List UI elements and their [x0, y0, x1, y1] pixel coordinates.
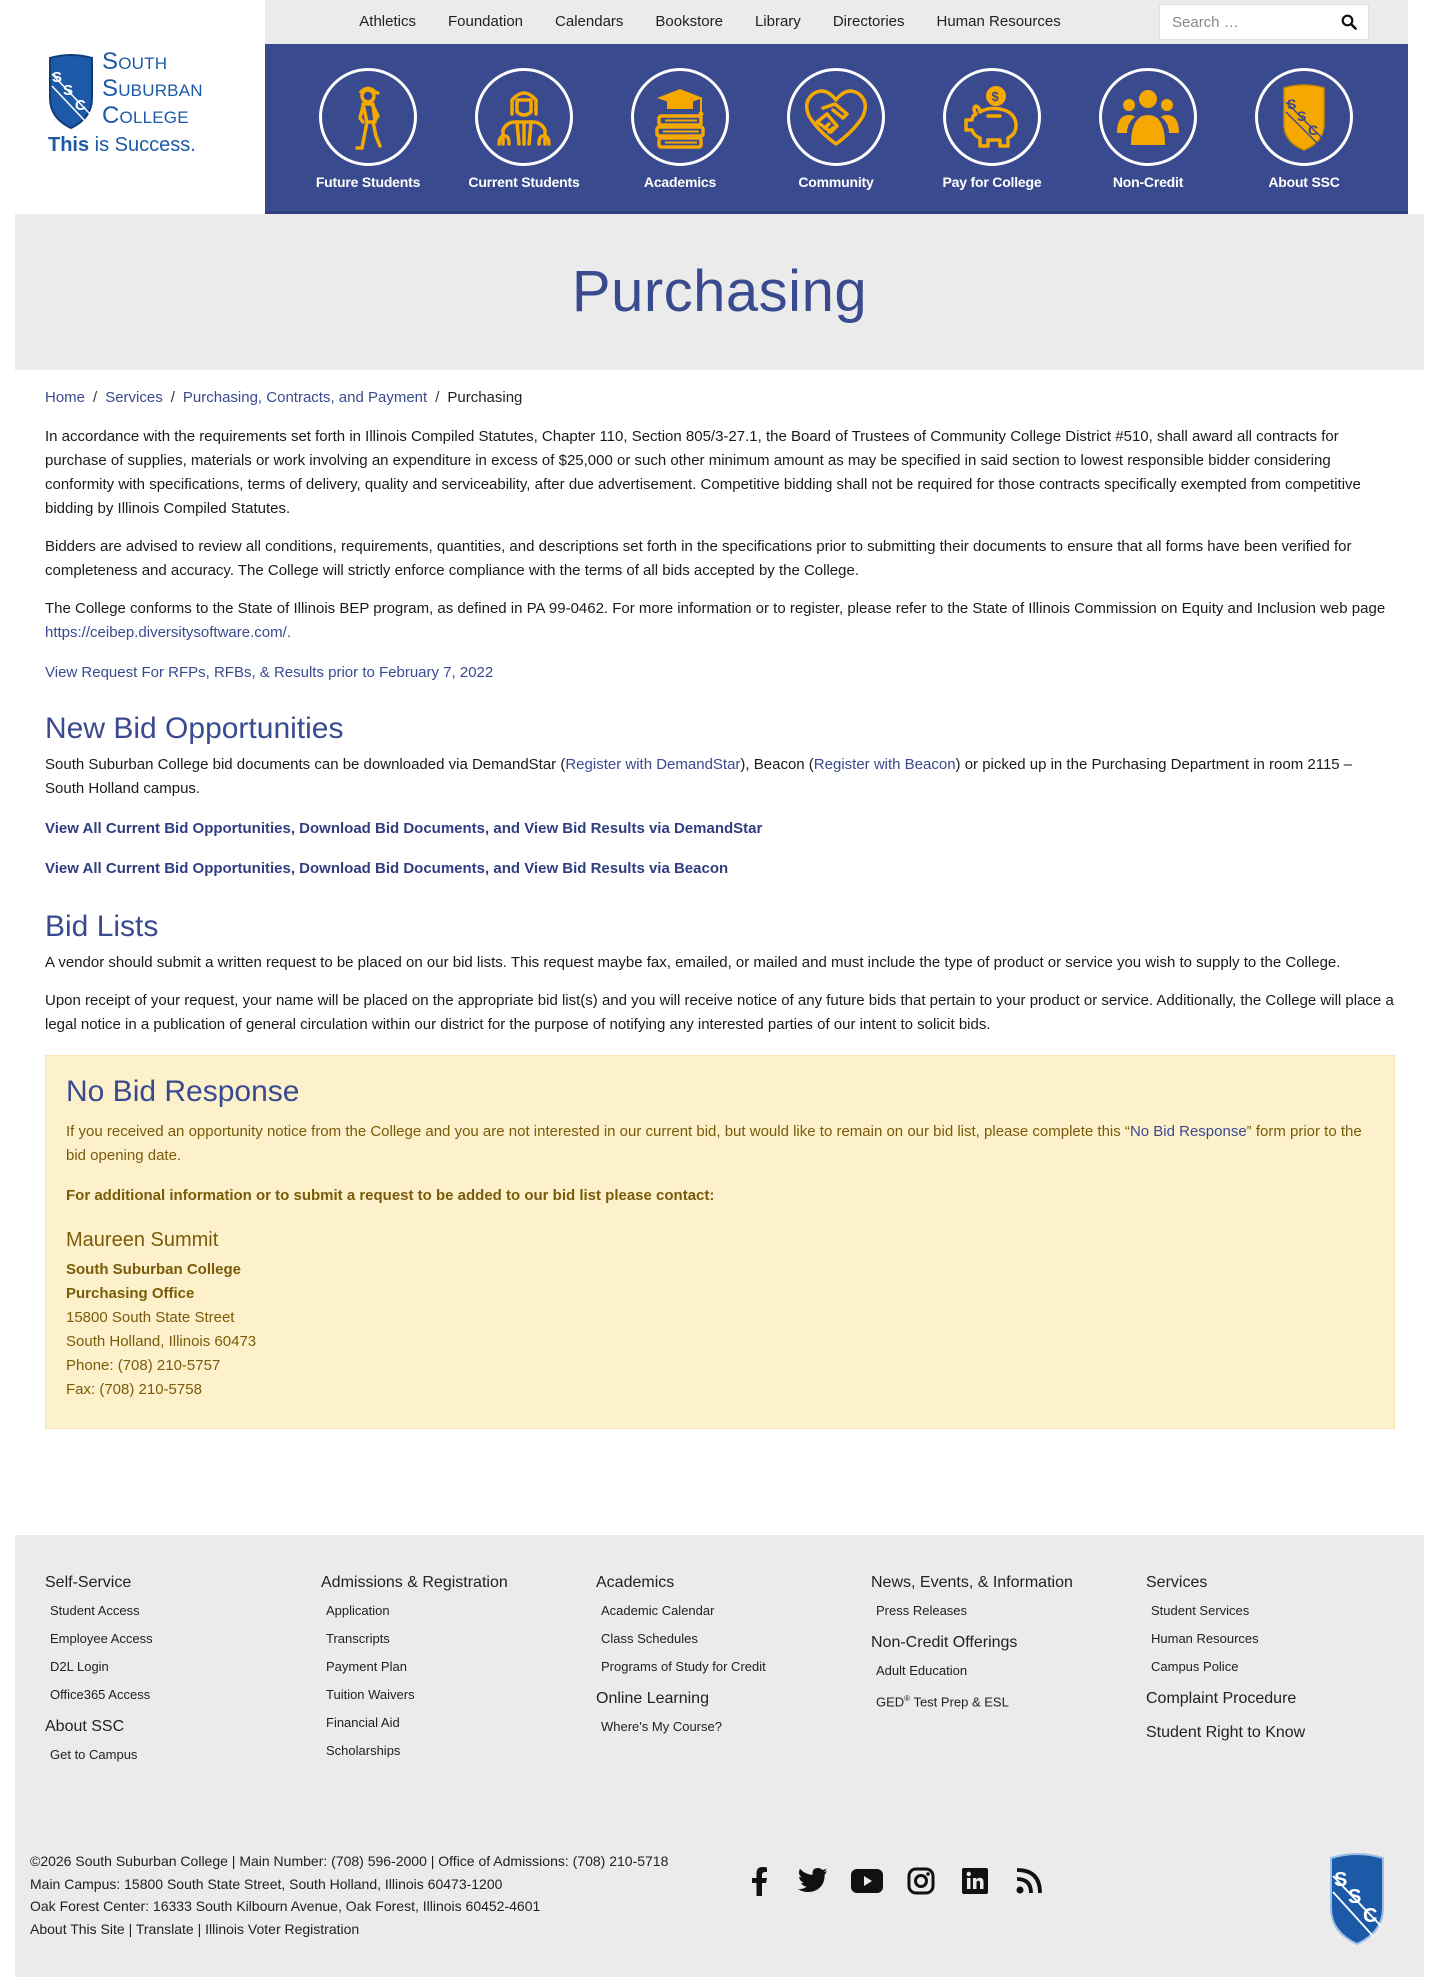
- utility-link-athletics[interactable]: Athletics: [359, 13, 416, 30]
- footer-heading-about-ssc[interactable]: About SSC: [45, 1718, 125, 1735]
- no-bid-text: If you received an opportunity notice from the College and you are not interested in our current bid, but would like to remain on our bid list, please complete this “: [66, 1123, 1130, 1140]
- bep-text: The College conforms to the State of Illinois BEP program, as defined in PA 99-0462. For more information or to register, please refer to the State of Illinois Commission on Equity and Inclusion web page: [45, 600, 1386, 617]
- footer-heading-student-right-to-know[interactable]: Student Right to Know: [1146, 1724, 1306, 1741]
- nav-circle: [631, 68, 729, 166]
- nav-label: Current Students: [468, 174, 580, 190]
- intro-paragraph-bep: [45, 597, 1395, 645]
- search-input[interactable]: [1160, 5, 1328, 39]
- nav-label: Pay for College: [942, 174, 1042, 190]
- nav-label: Future Students: [315, 174, 421, 190]
- logo-line-3: College: [102, 102, 189, 129]
- logo-tagline: [48, 134, 196, 157]
- nav-item-future-students[interactable]: [298, 68, 438, 208]
- bid-lists-paragraph-1: A vendor should submit a written request to be placed on our bid lists. This request maybe fax, emailed, or mailed and must include the type of product or service you wish to supply to the College.: [45, 954, 1341, 971]
- footer-link-student-services[interactable]: Student Services: [1151, 1603, 1250, 1618]
- footer-link-ged-esl[interactable]: [871, 1689, 1141, 1712]
- main-nav-items: [265, 44, 1408, 214]
- college-logo[interactable]: [46, 50, 216, 160]
- page-hero: [15, 214, 1424, 370]
- archive-link-line: [45, 661, 1395, 685]
- contact-fax: Fax: (708) 210-5758: [66, 1381, 202, 1398]
- footer-col-news: [871, 1573, 1141, 1720]
- svg-text:S: S: [1334, 1869, 1348, 1891]
- about-this-site-link[interactable]: About This Site: [30, 1920, 125, 1937]
- voter-registration-link[interactable]: Illinois Voter Registration: [205, 1920, 360, 1937]
- nav-circle: [943, 68, 1041, 166]
- footer-col-self-service: [45, 1573, 315, 1773]
- footer-heading-admissions[interactable]: Admissions & Registration: [321, 1574, 508, 1591]
- utility-link-foundation[interactable]: Foundation: [447, 13, 524, 30]
- utility-link-directories[interactable]: Directories: [832, 13, 905, 30]
- footer-col-admissions: [321, 1573, 591, 1769]
- utility-nav: [265, 0, 1155, 44]
- nav-item-non-credit[interactable]: [1078, 68, 1218, 208]
- contact-street: 15800 South State Street: [66, 1309, 235, 1326]
- footer-link-tuition-waivers[interactable]: Tuition Waivers: [326, 1687, 415, 1702]
- footer-link-class-schedules[interactable]: Class Schedules: [601, 1631, 698, 1646]
- footer-link-transcripts[interactable]: Transcripts: [326, 1631, 390, 1646]
- footer-heading-self-service[interactable]: Self-Service: [45, 1574, 132, 1591]
- utility-bar: [265, 0, 1408, 44]
- utility-link-calendars[interactable]: Calendars: [555, 13, 624, 30]
- student-with-backpack-icon: [493, 84, 555, 150]
- footer-col-academics: [596, 1573, 866, 1745]
- breadcrumb-current: Purchasing: [447, 389, 523, 406]
- footer-link-d2l-login[interactable]: D2L Login: [50, 1659, 109, 1674]
- no-bid-text: ” form prior to the bid opening date.: [66, 1123, 1362, 1164]
- footer-oak-forest: Oak Forest Center: 16333 South Kilbourn Avenue, Oak Forest, Illinois 60452-4601: [30, 1898, 541, 1914]
- beacon-cta-line: [45, 857, 1395, 881]
- intro-paragraph-bidders: Bidders are advised to review all conditions, requirements, quantities, and descriptions set forth in the specifications prior to submitting their documents to ensure that all forms have been verified for completeness and accuracy. The College will strictly enforce compliance with the terms of all bids accepted by the College.: [45, 538, 1352, 579]
- twitter-icon[interactable]: [797, 1865, 829, 1897]
- ged-prefix: GED: [876, 1694, 905, 1710]
- svg-text:C: C: [75, 97, 86, 114]
- svg-text:S: S: [63, 82, 74, 99]
- footer-link-press-releases[interactable]: Press Releases: [876, 1603, 968, 1618]
- footer-heading-complaint-procedure[interactable]: Complaint Procedure: [1146, 1690, 1297, 1707]
- translate-link[interactable]: Translate: [135, 1920, 194, 1937]
- rss-icon[interactable]: [1013, 1865, 1045, 1897]
- instagram-icon[interactable]: [905, 1865, 937, 1897]
- footer-contact-info: [30, 1850, 690, 1940]
- footer-heading-services[interactable]: Services: [1146, 1574, 1208, 1591]
- footer-heading-academics[interactable]: Academics: [596, 1574, 675, 1591]
- svg-text:S: S: [1297, 108, 1307, 124]
- heart-handshake-icon: [803, 86, 869, 148]
- footer-link-employee-access[interactable]: Employee Access: [50, 1631, 153, 1646]
- nav-circle: [475, 68, 573, 166]
- facebook-icon[interactable]: [743, 1865, 775, 1897]
- archive-rfp-link[interactable]: View Request For RFPs, RFBs, & Results prior to February 7, 2022: [45, 664, 494, 681]
- logo-line-2: Suburban: [102, 75, 203, 102]
- social-links: [743, 1865, 1045, 1897]
- breadcrumb-purchasing-contracts[interactable]: Purchasing, Contracts, and Payment: [182, 389, 428, 406]
- people-group-icon: [1115, 87, 1181, 147]
- demandstar-cta-line: [45, 817, 1395, 841]
- graduation-cap-books-icon: [649, 84, 711, 150]
- footer-heading-online-learning[interactable]: Online Learning: [596, 1690, 709, 1707]
- footer-heading-non-credit[interactable]: Non-Credit Offerings: [871, 1634, 1018, 1651]
- ssc-shield-icon: [1280, 82, 1328, 152]
- utility-link-library[interactable]: Library: [754, 13, 801, 30]
- utility-link-bookstore[interactable]: Bookstore: [655, 13, 723, 30]
- breadcrumb-home[interactable]: Home: [45, 389, 86, 406]
- new-bids-text: ) or picked up in the Purchasing Department in room 2115 – South Holland campus.: [45, 756, 1353, 797]
- contact-address: [66, 1258, 1374, 1402]
- ssc-footer-shield-icon: [1327, 1850, 1387, 1946]
- svg-text:C: C: [1308, 122, 1319, 138]
- nav-circle: [1099, 68, 1197, 166]
- ssc-shield-logo-icon: [46, 52, 96, 130]
- nav-item-community[interactable]: [766, 68, 906, 208]
- contact-city: South Holland, Illinois 60473: [66, 1333, 257, 1350]
- youtube-icon[interactable]: [851, 1865, 883, 1897]
- nav-label: Community: [798, 174, 874, 190]
- contact-dept: Purchasing Office: [66, 1285, 195, 1302]
- footer-link-human-resources[interactable]: Human Resources: [1151, 1631, 1259, 1646]
- piggy-bank-icon: [960, 84, 1024, 150]
- footer-link-get-to-campus[interactable]: Get to Campus: [50, 1747, 138, 1762]
- breadcrumb: [45, 385, 1395, 411]
- contact-name: Maureen Summit: [66, 1229, 219, 1251]
- registered-mark: ®: [904, 1694, 911, 1703]
- footer-link-adult-education[interactable]: Adult Education: [876, 1663, 968, 1678]
- nav-circle: [1255, 68, 1353, 166]
- bep-link[interactable]: https://ceibep.diversitysoftware.com/.: [45, 624, 291, 641]
- register-beacon-link[interactable]: Register with Beacon: [813, 756, 956, 773]
- footer-bottom-links: About This Site | Translate | Illinois Voter Registration: [30, 1920, 360, 1937]
- view-bids-demandstar-link[interactable]: View All Current Bid Opportunities, Download Bid Documents, and View Bid Results via DemandStar: [45, 820, 763, 837]
- nav-item-about-ssc[interactable]: [1234, 68, 1374, 208]
- walking-student-icon: [338, 82, 398, 152]
- contact-intro: For additional information or to submit a request to be added to our bid list please contact:: [66, 1187, 715, 1204]
- nav-circle: [319, 68, 417, 166]
- footer-link-academic-calendar[interactable]: Academic Calendar: [601, 1603, 715, 1618]
- logo-wordmark: [102, 50, 203, 131]
- no-bid-response-heading: No Bid Response: [66, 1075, 300, 1108]
- footer-link-student-access[interactable]: Student Access: [50, 1603, 140, 1618]
- breadcrumb-separator: /: [435, 389, 440, 406]
- tagline-rest: is Success.: [89, 134, 196, 156]
- svg-text:C: C: [1363, 1905, 1378, 1927]
- svg-text:S: S: [1348, 1886, 1362, 1908]
- page-title: Purchasing: [571, 259, 868, 324]
- new-bids-text: ), Beacon (: [740, 756, 814, 773]
- contact-phone: Phone: (708) 210-5757: [66, 1357, 221, 1374]
- no-bid-response-callout: [45, 1055, 1395, 1429]
- site-footer: [15, 1535, 1424, 1977]
- bid-lists-heading: Bid Lists: [45, 910, 159, 943]
- search-button[interactable]: [1330, 5, 1368, 39]
- nav-item-pay-for-college[interactable]: [922, 68, 1062, 208]
- search-icon: [1341, 14, 1357, 30]
- footer-link-financial-aid[interactable]: Financial Aid: [326, 1715, 400, 1730]
- nav-item-current-students[interactable]: [454, 68, 594, 208]
- breadcrumb-services[interactable]: Services: [105, 389, 163, 406]
- intro-paragraph-statutes: In accordance with the requirements set forth in Illinois Compiled Statutes, Chapter 110, Section 805/3-27.1, the Board of Trustees of Community College District #510, shall award all contracts for purchase of supplies, materials or work involving an expenditure in excess of $25,000 or such other minimum amount as may be specified in said section to lowest responsible bidder considering conformity with specifications, terms of delivery, quality and serviceability, after due advertisement. Competitive bidding shall not be required for those contracts specifically exempted from competitive bidding by Illinois Compiled Statutes.: [45, 428, 1361, 517]
- footer-link-campus-police[interactable]: Campus Police: [1151, 1659, 1239, 1674]
- breadcrumb-separator: /: [170, 389, 175, 406]
- footer-link-payment-plan[interactable]: Payment Plan: [326, 1659, 407, 1674]
- bid-lists-paragraph-2: Upon receipt of your request, your name will be placed on the appropriate bid list(s) and you will receive notice of any future bids that pertain to your product or service. Additionally, the College will place a legal notice in a publication of general circulation within our district for the purpose of notifying any interested parties of our intent to solicit bids.: [45, 992, 1394, 1033]
- no-bid-paragraph: [66, 1120, 1374, 1168]
- view-bids-beacon-link[interactable]: View All Current Bid Opportunities, Download Bid Documents, and View Bid Results via Beacon: [45, 860, 729, 877]
- svg-text:S: S: [52, 69, 63, 86]
- utility-link-human-resources[interactable]: Human Resources: [936, 13, 1061, 30]
- footer-heading-news[interactable]: News, Events, & Information: [871, 1574, 1073, 1591]
- footer-link-application[interactable]: Application: [326, 1603, 390, 1618]
- nav-circle: [787, 68, 885, 166]
- nav-label: Academics: [643, 174, 717, 190]
- svg-text:$: $: [991, 89, 999, 104]
- tagline-bold: This: [48, 134, 90, 156]
- contact-org: South Suburban College: [66, 1261, 241, 1278]
- nav-label: About SSC: [1268, 174, 1340, 190]
- ged-suffix: Test Prep & ESL: [910, 1694, 1009, 1710]
- footer-col-services: [1146, 1573, 1416, 1751]
- breadcrumb-separator: /: [93, 389, 98, 406]
- logo-line-1: South: [102, 48, 168, 75]
- register-demandstar-link[interactable]: Register with DemandStar: [565, 756, 741, 773]
- footer-link-wheres-my-course[interactable]: Where's My Course?: [601, 1719, 722, 1734]
- new-bid-opportunities-heading: New Bid Opportunities: [45, 712, 344, 745]
- new-bids-paragraph: [45, 753, 1395, 801]
- footer-link-programs-of-study[interactable]: Programs of Study for Credit: [601, 1659, 766, 1674]
- main-content: [45, 385, 1395, 1429]
- svg-text:S: S: [1287, 96, 1297, 112]
- main-nav: [265, 44, 1408, 214]
- nav-item-academics[interactable]: [610, 68, 750, 208]
- footer-link-office365[interactable]: Office365 Access: [50, 1687, 151, 1702]
- site-header: [0, 0, 1440, 214]
- linkedin-icon[interactable]: [959, 1865, 991, 1897]
- footer-copyright: ©2026 South Suburban College | Main Number: (708) 596-2000 | Office of Admissions: (708) 210-5718: [30, 1853, 669, 1869]
- search-form: [1159, 4, 1369, 40]
- footer-main-campus: Main Campus: 15800 South State Street, South Holland, Illinois 60473-1200: [30, 1875, 503, 1892]
- footer-link-scholarships[interactable]: Scholarships: [326, 1743, 401, 1758]
- no-bid-response-form-link[interactable]: No Bid Response: [1129, 1123, 1247, 1140]
- new-bids-text: South Suburban College bid documents can be downloaded via DemandStar (: [45, 756, 566, 773]
- nav-label: Non-Credit: [1112, 174, 1184, 190]
